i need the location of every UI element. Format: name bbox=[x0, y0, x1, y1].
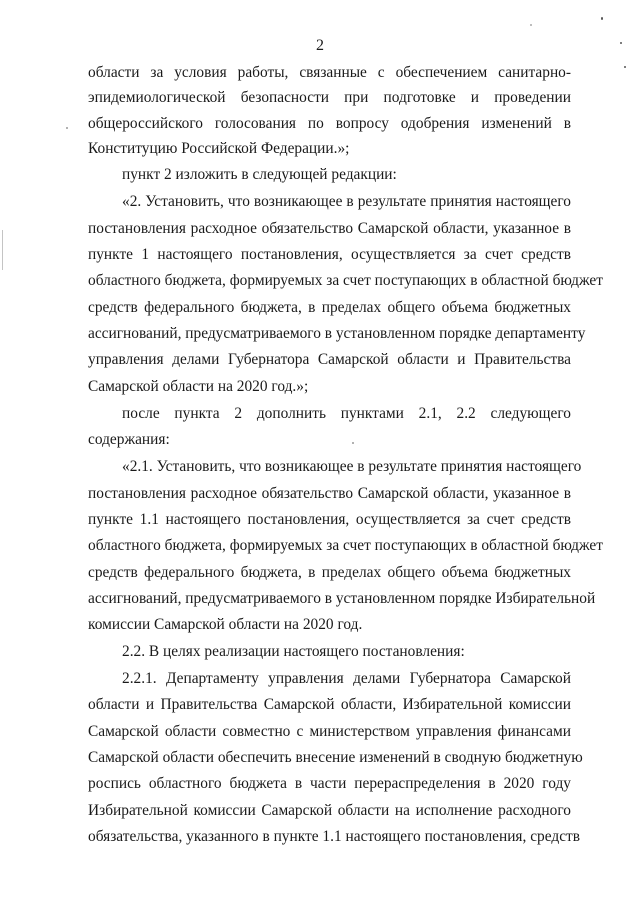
text-line: пункте 1 настоящего постановления, осуществляется за счет средств bbox=[88, 246, 571, 263]
scan-speck bbox=[530, 24, 532, 26]
text-line: «2.1. Установить, что возникающее в результате принятия настоящего bbox=[122, 458, 582, 475]
text-line: области за условия работы, связанные с обеспечением санитарно- bbox=[88, 64, 571, 81]
text-line: эпидемиологической безопасности при подготовке и проведении bbox=[88, 89, 571, 106]
scan-speck bbox=[601, 17, 603, 20]
text-line: комиссии Самарской области на 2020 год. bbox=[88, 616, 363, 633]
text-line: Избирательной комиссии Самарской области на исполнение расходного bbox=[88, 802, 571, 819]
text-line: областного бюджета, формируемых за счет поступающих в областной бюджет bbox=[88, 537, 603, 554]
text-line: Самарской области обеспечить внесение изменений в сводную бюджетную bbox=[88, 749, 583, 766]
text-line: средств федерального бюджета, в пределах общего объема бюджетных bbox=[88, 299, 571, 316]
text-line: средств федерального бюджета, в пределах общего объема бюджетных bbox=[88, 564, 571, 581]
text-line: 2.2. В целях реализации настоящего постановления: bbox=[122, 643, 465, 660]
text-line: Самарской области совместно с министерством управления финансами bbox=[88, 723, 571, 740]
scan-speck bbox=[352, 442, 354, 444]
text-line: области и Правительства Самарской области, Избирательной комиссии bbox=[88, 696, 571, 713]
text-line: обязательства, указанного в пункте 1.1 настоящего постановления, средств bbox=[88, 828, 581, 845]
text-line: постановления расходное обязательство Самарской области, указанное в bbox=[88, 220, 571, 237]
text-line: содержания: bbox=[88, 431, 170, 448]
text-line: областного бюджета, формируемых за счет поступающих в областной бюджет bbox=[88, 272, 603, 289]
text-line: Конституцию Российской Федерации.»; bbox=[88, 140, 350, 157]
text-line: ассигнований, предусматриваемого в установленном порядке Избирательной bbox=[88, 590, 596, 607]
text-line: 2.2.1. Департаменту управления делами Губернатора Самарской bbox=[122, 670, 571, 687]
text-line: общероссийского голосования по вопросу одобрения изменений в bbox=[88, 115, 571, 132]
text-line: пункте 1.1 настоящего постановления, осуществляется за счет средств bbox=[88, 511, 571, 528]
text-line: ассигнований, предусматриваемого в установленном порядке департаменту bbox=[88, 325, 586, 342]
text-line: пункт 2 изложить в следующей редакции: bbox=[122, 166, 397, 183]
text-line: постановления расходное обязательство Самарской области, указанное в bbox=[88, 485, 571, 502]
text-line: управления делами Губернатора Самарской области и Правительства bbox=[88, 351, 571, 368]
page-number: 2 bbox=[316, 37, 324, 54]
text-line: Самарской области на 2020 год.»; bbox=[88, 378, 309, 395]
scan-speck bbox=[624, 66, 626, 68]
text-line: после пункта 2 дополнить пунктами 2.1, 2.2 следующего bbox=[122, 405, 571, 422]
scan-speck bbox=[66, 127, 68, 129]
scan-speck bbox=[620, 42, 622, 44]
text-line: роспись областного бюджета в части перераспределения в 2020 году bbox=[88, 775, 571, 792]
text-line: «2. Установить, что возникающее в результате принятия настоящего bbox=[122, 193, 571, 210]
scan-edge-mark bbox=[2, 230, 3, 270]
